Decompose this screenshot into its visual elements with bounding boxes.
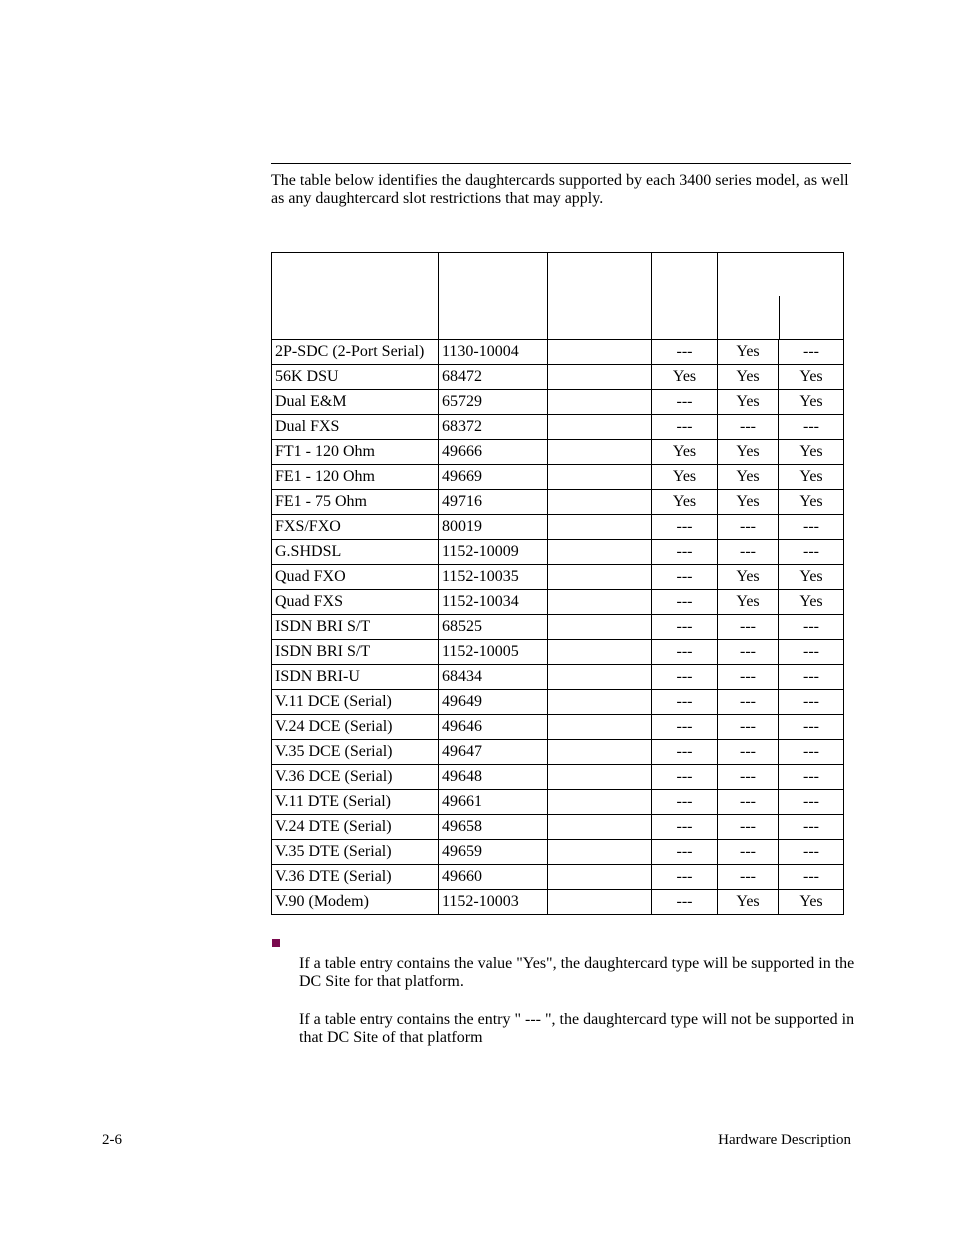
cell-column-6: Yes <box>779 590 844 615</box>
cell-column-3 <box>548 340 652 365</box>
cell-column-4: --- <box>652 340 718 365</box>
cell-column-5: --- <box>718 665 779 690</box>
header-cell-daughtercard <box>272 253 439 340</box>
cell-column-6: --- <box>779 540 844 565</box>
cell-column-3 <box>548 540 652 565</box>
cell-column-5: Yes <box>718 490 779 515</box>
cell-column-6: --- <box>779 665 844 690</box>
table-row <box>272 665 844 690</box>
cell-column-6: --- <box>779 640 844 665</box>
cell-part-number: 1152-10035 <box>439 565 548 590</box>
cell-column-6: --- <box>779 740 844 765</box>
cell-column-6: --- <box>779 715 844 740</box>
cell-column-4: --- <box>652 565 718 590</box>
table-row <box>272 440 844 465</box>
cell-column-5: --- <box>718 865 779 890</box>
cell-column-4: --- <box>652 815 718 840</box>
cell-column-4: Yes <box>652 490 718 515</box>
cell-column-6: --- <box>779 415 844 440</box>
cell-column-4: --- <box>652 740 718 765</box>
cell-column-3 <box>548 640 652 665</box>
cell-column-4: --- <box>652 840 718 865</box>
cell-column-5: --- <box>718 615 779 640</box>
cell-part-number: 49658 <box>439 815 548 840</box>
cell-column-5: Yes <box>718 340 779 365</box>
cell-part-number: 1152-10003 <box>439 890 548 915</box>
cell-part-number: 1152-10005 <box>439 640 548 665</box>
cell-daughtercard: Dual E&M <box>272 390 439 415</box>
cell-daughtercard: Quad FXO <box>272 565 439 590</box>
cell-part-number: 49649 <box>439 690 548 715</box>
cell-column-4: --- <box>652 390 718 415</box>
cell-part-number: 49659 <box>439 840 548 865</box>
cell-column-6: --- <box>779 815 844 840</box>
header-cell-column-3 <box>548 253 652 340</box>
cell-daughtercard: ISDN BRI S/T <box>272 640 439 665</box>
cell-daughtercard: FXS/FXO <box>272 515 439 540</box>
cell-column-6: --- <box>779 790 844 815</box>
cell-column-3 <box>548 765 652 790</box>
cell-daughtercard: V.24 DCE (Serial) <box>272 715 439 740</box>
cell-column-4: --- <box>652 690 718 715</box>
cell-column-4: --- <box>652 865 718 890</box>
cell-column-3 <box>548 590 652 615</box>
table-row <box>272 415 844 440</box>
cell-part-number: 49716 <box>439 490 548 515</box>
cell-column-3 <box>548 390 652 415</box>
cell-column-3 <box>548 715 652 740</box>
cell-column-3 <box>548 790 652 815</box>
cell-column-5: --- <box>718 690 779 715</box>
header-cell-column-4 <box>652 253 718 340</box>
cell-column-4: --- <box>652 890 718 915</box>
cell-part-number: 49669 <box>439 465 548 490</box>
cell-part-number: 68525 <box>439 615 548 640</box>
cell-part-number: 49666 <box>439 440 548 465</box>
cell-column-3 <box>548 840 652 865</box>
cell-column-5: Yes <box>718 390 779 415</box>
cell-daughtercard: V.11 DCE (Serial) <box>272 690 439 715</box>
cell-column-5: Yes <box>718 465 779 490</box>
header-cell-part-number <box>439 253 548 340</box>
cell-column-4: --- <box>652 615 718 640</box>
table-header <box>272 253 844 340</box>
cell-column-3 <box>548 740 652 765</box>
note-yes: If a table entry contains the value "Yes", the daughtercard type will be supported in the DC Site for that platform. <box>299 955 855 990</box>
cell-part-number: 49660 <box>439 865 548 890</box>
cell-part-number: 49661 <box>439 790 548 815</box>
cell-column-4: --- <box>652 515 718 540</box>
intro-paragraph: The table below identifies the daughtercards supported by each 3400 series model, as well as any daughtercard slot restrictions that may apply. <box>271 172 849 207</box>
cell-column-3 <box>548 365 652 390</box>
cell-column-6: --- <box>779 865 844 890</box>
table-row <box>272 515 844 540</box>
table-row <box>272 365 844 390</box>
cell-column-5: --- <box>718 515 779 540</box>
cell-column-5: --- <box>718 715 779 740</box>
cell-column-6: Yes <box>779 490 844 515</box>
header-cell-group <box>718 253 844 340</box>
table-row <box>272 815 844 840</box>
cell-column-4: --- <box>652 790 718 815</box>
cell-part-number: 49646 <box>439 715 548 740</box>
cell-column-3 <box>548 665 652 690</box>
table-body <box>272 340 844 915</box>
cell-part-number: 49648 <box>439 765 548 790</box>
cell-column-4: --- <box>652 640 718 665</box>
cell-daughtercard: 56K DSU <box>272 365 439 390</box>
cell-daughtercard: Dual FXS <box>272 415 439 440</box>
table-row <box>272 740 844 765</box>
cell-part-number: 49647 <box>439 740 548 765</box>
table-row <box>272 690 844 715</box>
cell-part-number: 68372 <box>439 415 548 440</box>
cell-column-5: Yes <box>718 590 779 615</box>
table-row <box>272 890 844 915</box>
cell-part-number: 68434 <box>439 665 548 690</box>
table-row <box>272 390 844 415</box>
cell-column-4: --- <box>652 415 718 440</box>
cell-column-4: --- <box>652 540 718 565</box>
cell-column-6: Yes <box>779 440 844 465</box>
note-bullet-icon <box>272 939 280 947</box>
cell-column-6: --- <box>779 515 844 540</box>
page-number: 2-6 <box>102 1132 122 1148</box>
table-row <box>272 340 844 365</box>
cell-column-5: --- <box>718 765 779 790</box>
cell-daughtercard: V.36 DCE (Serial) <box>272 765 439 790</box>
cell-part-number: 80019 <box>439 515 548 540</box>
cell-column-6: --- <box>779 765 844 790</box>
cell-column-4: --- <box>652 765 718 790</box>
cell-daughtercard: Quad FXS <box>272 590 439 615</box>
cell-column-4: Yes <box>652 365 718 390</box>
cell-column-6: --- <box>779 840 844 865</box>
table-row <box>272 865 844 890</box>
cell-daughtercard: V.24 DTE (Serial) <box>272 815 439 840</box>
cell-daughtercard: 2P-SDC (2-Port Serial) <box>272 340 439 365</box>
cell-column-5: Yes <box>718 365 779 390</box>
cell-part-number: 65729 <box>439 390 548 415</box>
cell-column-5: Yes <box>718 440 779 465</box>
table-row <box>272 640 844 665</box>
cell-part-number: 68472 <box>439 365 548 390</box>
table-row <box>272 540 844 565</box>
cell-column-3 <box>548 440 652 465</box>
cell-column-3 <box>548 515 652 540</box>
cell-daughtercard: FT1 - 120 Ohm <box>272 440 439 465</box>
cell-column-4: Yes <box>652 465 718 490</box>
header-rule <box>271 163 851 164</box>
cell-column-3 <box>548 815 652 840</box>
table-row <box>272 615 844 640</box>
cell-column-6: --- <box>779 615 844 640</box>
cell-daughtercard: V.90 (Modem) <box>272 890 439 915</box>
cell-column-6: Yes <box>779 390 844 415</box>
cell-column-6: --- <box>779 690 844 715</box>
cell-daughtercard: FE1 - 75 Ohm <box>272 490 439 515</box>
cell-column-3 <box>548 465 652 490</box>
footer-section-title: Hardware Description <box>718 1132 851 1148</box>
cell-column-5: --- <box>718 540 779 565</box>
cell-daughtercard: FE1 - 120 Ohm <box>272 465 439 490</box>
cell-column-5: Yes <box>718 890 779 915</box>
table-row <box>272 765 844 790</box>
table-row <box>272 565 844 590</box>
cell-daughtercard: G.SHDSL <box>272 540 439 565</box>
cell-column-5: --- <box>718 840 779 865</box>
cell-column-4: --- <box>652 715 718 740</box>
cell-daughtercard: V.35 DCE (Serial) <box>272 740 439 765</box>
cell-column-5: --- <box>718 640 779 665</box>
note-dash: If a table entry contains the entry " --- ", the daughtercard type will not be supported in that DC Site of that platform <box>299 1011 855 1046</box>
cell-column-6: Yes <box>779 890 844 915</box>
cell-column-3 <box>548 490 652 515</box>
cell-column-4: --- <box>652 590 718 615</box>
table-row <box>272 840 844 865</box>
header-divider <box>779 296 780 339</box>
cell-column-6: --- <box>779 340 844 365</box>
cell-column-5: Yes <box>718 565 779 590</box>
cell-column-6: Yes <box>779 465 844 490</box>
cell-column-4: --- <box>652 665 718 690</box>
cell-column-6: Yes <box>779 565 844 590</box>
cell-column-5: --- <box>718 415 779 440</box>
cell-part-number: 1130-10004 <box>439 340 548 365</box>
cell-column-3 <box>548 615 652 640</box>
cell-column-5: --- <box>718 740 779 765</box>
cell-column-3 <box>548 865 652 890</box>
daughtercard-table <box>271 252 844 915</box>
cell-daughtercard: V.36 DTE (Serial) <box>272 865 439 890</box>
cell-daughtercard: ISDN BRI S/T <box>272 615 439 640</box>
table-row <box>272 590 844 615</box>
cell-part-number: 1152-10009 <box>439 540 548 565</box>
cell-column-4: Yes <box>652 440 718 465</box>
cell-daughtercard: ISDN BRI-U <box>272 665 439 690</box>
table-row <box>272 490 844 515</box>
cell-column-3 <box>548 415 652 440</box>
cell-column-3 <box>548 565 652 590</box>
cell-column-3 <box>548 690 652 715</box>
cell-column-5: --- <box>718 790 779 815</box>
cell-part-number: 1152-10034 <box>439 590 548 615</box>
table-row <box>272 790 844 815</box>
cell-column-5: --- <box>718 815 779 840</box>
cell-column-6: Yes <box>779 365 844 390</box>
cell-daughtercard: V.35 DTE (Serial) <box>272 840 439 865</box>
table-row <box>272 715 844 740</box>
cell-daughtercard: V.11 DTE (Serial) <box>272 790 439 815</box>
cell-column-3 <box>548 890 652 915</box>
table-row <box>272 465 844 490</box>
